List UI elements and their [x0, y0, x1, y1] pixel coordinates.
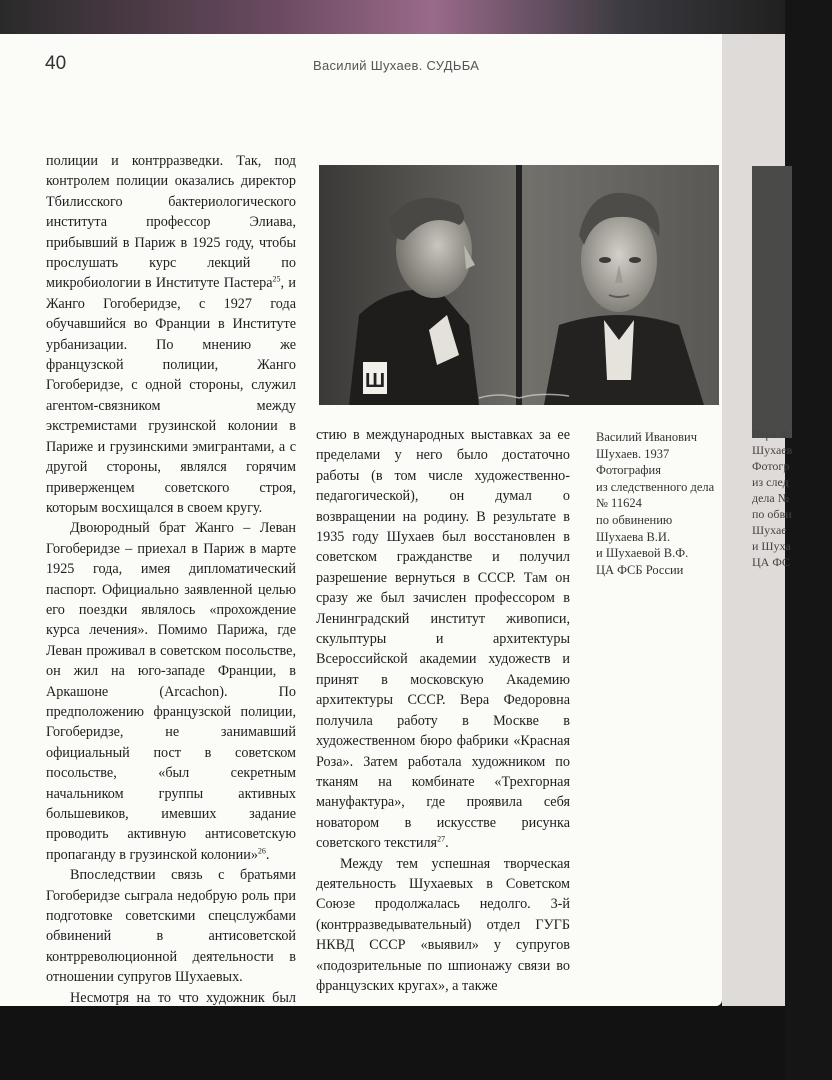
- paragraph: стию в международных выставках за ее пределами у него было достаточно работы (в том числе художественно-педагогической), он думал о возвращении на родину. В результате в 1935 году Шухаев был восстановлен в советском гражданстве и получил разрешение вернуться в СССР. Там он сразу же был зачислен профессором в Ленинградский институт живописи, скульптуры и архитектуры Всероссийской академии художеств и принят в московскую Академию архитектуры СССР. Вера Федоровна получила работу в Москве в художественном бюро фабрики «Красная Роза». Затем работала художником по тканям на комбинате «Трехгорная мануфактура», где проявила себя новатором в искусстве рисунка советского текстиля$^{27}$.: [316, 427, 570, 852]
- footnote-ref: 25: [272, 274, 281, 284]
- footnote-ref: 26: [257, 846, 266, 856]
- caption-line: по обвинению: [596, 512, 673, 527]
- text-column-right: [316, 425, 570, 996]
- mugshot-photograph: [319, 165, 719, 405]
- adjacent-caption-line: из след: [752, 475, 789, 489]
- adjacent-page-caption: [752, 426, 832, 570]
- caption-line: Шухаев. 1937: [596, 446, 670, 461]
- text-column-left: [46, 151, 296, 1028]
- paragraph: Двоюродный брат Жанго – Леван Гогоберидзе – приехал в Париж в марте 1925 года, имея дипломатический паспорт. Официально заявленной целью его поездки являлось «прохождение курса лечения». Помимо Парижа, где Леван проживал в советском посольстве, он жил на юго-западе Франции, в Аркашоне (Arcachon). По предположению французской полиции, Гогоберидзе, не занимавший официальный пост в советском посольстве, «был секретным начальником группы активных большевиков, имевших задание проводить активную антисоветскую пропаганду в грузинской колонии»$^{26}$.: [46, 520, 296, 863]
- page-number: 40: [45, 53, 67, 74]
- caption-line: ЦА ФСБ России: [596, 562, 684, 577]
- caption-line: из следственного дела: [596, 479, 715, 494]
- paragraph: Между тем успешная творческая деятельность Шухаевых в Советском Союзе продолжалась недолго. 3-й (контрразведывательный) отдел ГУГБ НКВД СССР «выявил» у супругов «подозрительные по шпионажу связи во французских кругах», а также: [316, 855, 570, 994]
- adjacent-caption-line: по обви: [752, 507, 792, 521]
- caption-line: Фотография: [596, 463, 661, 478]
- caption-line: Василий Иванович: [596, 430, 697, 444]
- footnote-ref: 27: [437, 834, 446, 844]
- placard-letter: Ш: [364, 370, 386, 392]
- adjacent-caption-line: Вера Ф: [752, 427, 790, 441]
- mugshot-image: [319, 165, 719, 405]
- photo-caption: [596, 429, 720, 578]
- adjacent-page-edge: [722, 34, 793, 1006]
- paragraph: Впоследствии связь с братьями Гогоберидзе сыграла недобрую роль при подготовке советскими спецслужбами обвинений в антисоветской контрреволюционной деятельности в отношении супругов Шухаевых.: [46, 867, 296, 986]
- adjacent-caption-line: ЦА ФС: [752, 555, 790, 569]
- adjacent-caption-line: дела №: [752, 491, 790, 505]
- adjacent-caption-line: и Шуха: [752, 539, 791, 553]
- scan-bottom-edge: [0, 1006, 785, 1080]
- caption-line: и Шухаевой В.Ф.: [596, 546, 689, 561]
- caption-line: № 11624: [596, 496, 642, 511]
- adjacent-caption-line: Фотогр: [752, 459, 790, 473]
- adjacent-caption-line: Шухаев: [752, 443, 793, 457]
- adjacent-page-photo: [752, 166, 792, 438]
- caption-line: Шухаева В.И.: [596, 529, 671, 544]
- paragraph: полиции и контрразведки. Так, под контролем полиции оказались директор Тбилисского бактериологического института профессор Элиава, прибывший в Париж в 1925 году, чтобы прослушать курс лекций по микробиологии в Институте Пастера$^{25}$, и Жанго Гогоберидзе, с 1927 года обучавшийся во Франции в Институте урбанизации. По мнению же французской полиции, Жанго Гогоберидзе, с одной стороны, служил агентом-связником между экстремистами грузинской колонии в Париже и грузинскими эмигрантами, а с другой стороны, являлся горячим приверженцем советского строя, которым восхищался в своем кругу.: [46, 153, 296, 516]
- adjacent-caption-line: Шухае: [752, 523, 787, 537]
- running-title: Василий Шухаев. СУДЬБА: [313, 58, 480, 73]
- paragraph: Несмотря на то что художник был: [70, 989, 296, 1006]
